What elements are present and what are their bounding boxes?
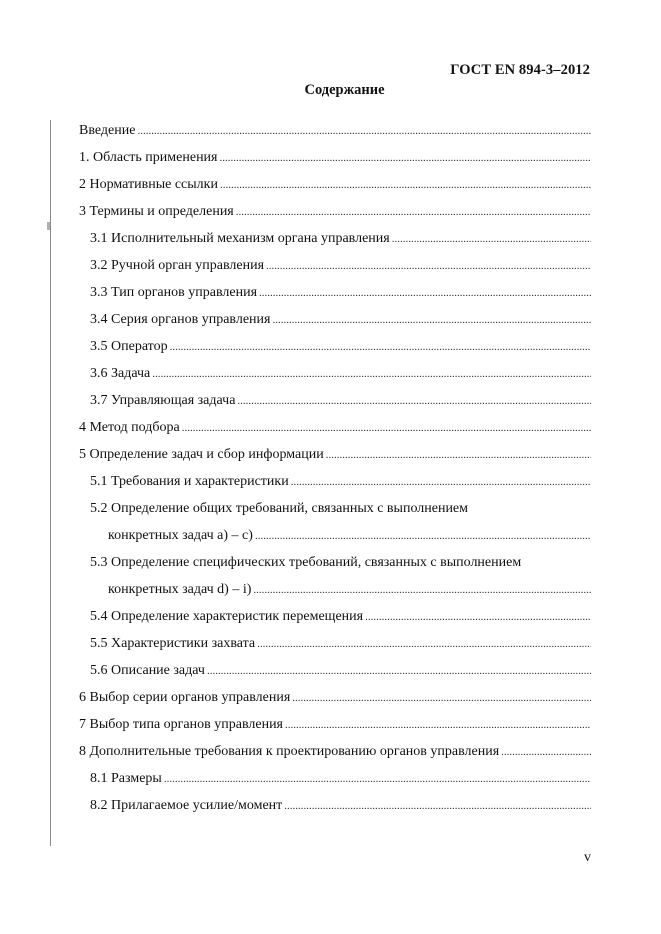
toc-entry[interactable] xyxy=(79,333,591,360)
page-title: Содержание xyxy=(304,82,385,98)
toc-entry[interactable] xyxy=(79,198,591,225)
toc-dot-leader xyxy=(365,603,591,631)
toc-entry-text: 8.1 Размеры xyxy=(90,771,162,786)
toc-entry-text: 5.3 Определение специфических требований, связанных с выполнением xyxy=(90,555,522,570)
toc-entry-text: конкретных задач a) – c) xyxy=(108,528,253,543)
toc-dot-leader xyxy=(259,279,591,307)
toc-dot-leader xyxy=(257,630,591,658)
toc-dot-leader xyxy=(266,252,591,280)
toc-dot-leader xyxy=(170,333,591,361)
toc-dot-leader xyxy=(392,225,591,253)
toc-entry-text: 3.6 Задача xyxy=(90,366,151,381)
toc-entry[interactable] xyxy=(79,711,591,738)
toc-dot-leader xyxy=(237,387,591,415)
toc-entry-text: 5.1 Требования и характеристики xyxy=(90,474,289,489)
toc-entry[interactable] xyxy=(79,522,591,549)
toc-dot-leader xyxy=(182,414,591,442)
toc-dot-leader xyxy=(501,738,591,766)
toc-entry[interactable] xyxy=(79,387,591,414)
document-code: ГОСТ EN 894-3–2012 xyxy=(450,62,590,78)
toc-entry[interactable] xyxy=(79,657,591,684)
toc-entry[interactable] xyxy=(79,414,591,441)
toc-dot-leader xyxy=(291,468,591,496)
toc-entry-text: 5.2 Определение общих требований, связанных с выполнением xyxy=(90,501,469,516)
toc-entry-text: 3.1 Исполнительный механизм органа управления xyxy=(90,231,390,246)
toc-dot-leader xyxy=(152,360,591,388)
toc-dot-leader xyxy=(220,171,591,199)
toc-entry[interactable] xyxy=(79,117,591,144)
toc-entry-text: 3.7 Управляющая задача xyxy=(90,393,236,408)
toc-entry[interactable] xyxy=(79,738,591,765)
toc-entry-text: 3.5 Оператор xyxy=(90,339,168,354)
toc-entry-text: 3 Термины и определения xyxy=(79,204,234,219)
toc-dot-leader xyxy=(284,792,591,820)
toc-entry[interactable] xyxy=(79,603,591,630)
toc-dot-leader xyxy=(285,711,591,739)
toc-entry-text: 6 Выбор серии органов управления xyxy=(79,690,291,705)
toc-entry-text: 5 Определение задач и сбор информации xyxy=(79,447,324,462)
toc-entry-text: 3.2 Ручной орган управления xyxy=(90,258,265,273)
toc-entry-text: 2 Нормативные ссылки xyxy=(79,177,218,192)
toc-entry[interactable] xyxy=(79,495,591,522)
toc-entry-text: 5.6 Описание задач xyxy=(90,663,205,678)
toc-entry[interactable] xyxy=(79,306,591,333)
toc-entry[interactable] xyxy=(79,468,591,495)
toc-dot-leader xyxy=(207,657,591,685)
toc-dot-leader xyxy=(255,522,591,550)
toc-entry[interactable] xyxy=(79,576,591,603)
toc-entry[interactable] xyxy=(79,360,591,387)
toc-dot-leader xyxy=(326,441,591,469)
margin-mark xyxy=(47,222,50,230)
toc-dot-leader xyxy=(292,684,591,712)
toc-dot-leader xyxy=(253,576,591,604)
toc-entry[interactable] xyxy=(79,279,591,306)
toc-dot-leader xyxy=(164,765,591,793)
toc-entry[interactable] xyxy=(79,549,591,576)
toc-entry[interactable] xyxy=(79,252,591,279)
toc-entry[interactable] xyxy=(79,765,591,792)
toc-entry-text: 3.4 Серия органов управления xyxy=(90,312,271,327)
toc-entry-text: 8 Дополнительные требования к проектированию органов управления xyxy=(79,744,500,759)
toc-entry[interactable] xyxy=(79,171,591,198)
toc-entry[interactable] xyxy=(79,792,591,819)
toc-entry[interactable] xyxy=(79,144,591,171)
toc-dot-leader xyxy=(137,117,591,145)
toc-dot-leader xyxy=(272,306,591,334)
toc-entry-text: 8.2 Прилагаемое усилие/момент xyxy=(90,798,283,813)
toc-entry-text: 5.5 Характеристики захвата xyxy=(90,636,256,651)
toc-dot-leader xyxy=(220,144,592,172)
toc-entry-text: 5.4 Определение характеристик перемещения xyxy=(90,609,364,624)
toc-entry-text: конкретных задач d) – i) xyxy=(108,582,252,597)
toc-entry-text: 7 Выбор типа органов управления xyxy=(79,717,283,732)
toc-entry[interactable] xyxy=(79,630,591,657)
toc-entry-text: 4 Метод подбора xyxy=(79,420,180,435)
toc-dot-leader xyxy=(236,198,591,226)
toc-entry[interactable] xyxy=(79,225,591,252)
page-number: v xyxy=(584,850,591,865)
toc-entry-text: Введение xyxy=(79,123,136,138)
toc-entry[interactable] xyxy=(79,684,591,711)
table-of-contents xyxy=(79,117,591,819)
toc-entry[interactable] xyxy=(79,441,591,468)
margin-line xyxy=(50,120,51,846)
toc-entry-text: 1. Область применения xyxy=(79,150,218,165)
toc-entry-text: 3.3 Тип органов управления xyxy=(90,285,258,300)
